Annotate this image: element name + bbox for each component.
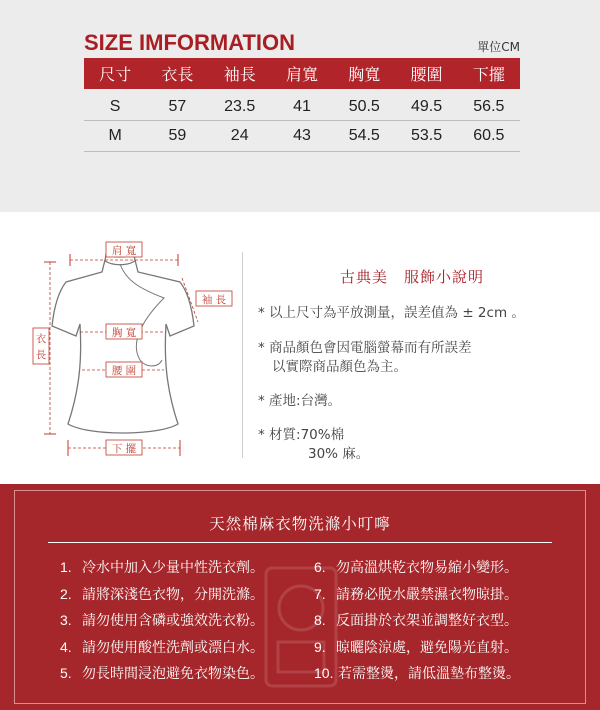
list-item-number: 5.	[60, 665, 72, 681]
list-item-number: 6.	[314, 559, 326, 575]
note-measurement	[258, 304, 525, 323]
note-text: * 材質:70%棉	[258, 427, 345, 443]
list-item-number: 10.	[314, 665, 334, 681]
table-cell: 59	[146, 120, 208, 151]
list-item	[314, 637, 520, 664]
table-row	[84, 89, 520, 120]
list-item-text: 若需整燙，請低溫墊布整燙。	[338, 666, 520, 682]
note-text-continued: 以實際商品顏色為主。	[272, 359, 407, 375]
waist-label: 腰 圍	[111, 365, 137, 377]
header-size: 尺寸	[84, 58, 146, 89]
washing-tips-right-list	[314, 557, 520, 690]
list-item	[314, 610, 520, 637]
hem-label: 下 擺	[111, 443, 137, 455]
length-label-bottom: 長	[35, 349, 47, 361]
note-text: * 產地:台灣。	[258, 393, 342, 409]
list-item	[314, 584, 520, 611]
header-chest: 胸寬	[333, 58, 395, 89]
table-cell: 50.5	[333, 89, 395, 120]
list-item-number: 2.	[60, 585, 72, 602]
note-text: * 以上尺寸為平放測量，誤差值為 ± 2cm 。	[258, 305, 525, 321]
table-cell: 41	[271, 89, 333, 120]
table-cell: 54.5	[333, 120, 395, 151]
size-table	[84, 58, 520, 152]
table-cell: 57	[146, 89, 208, 120]
table-cell: 23.5	[209, 89, 271, 120]
list-item	[60, 663, 264, 690]
list-item-text: 請務必脫水嚴禁濕衣物晾掛。	[336, 586, 518, 603]
list-item-number: 7.	[314, 585, 326, 602]
list-item	[60, 610, 264, 637]
washing-tips-section	[0, 484, 600, 710]
size-information-section	[0, 0, 600, 212]
vertical-divider	[242, 252, 243, 458]
header-sleeve: 袖長	[209, 58, 271, 89]
header-waist: 腰圍	[395, 58, 457, 89]
sleeve-label: 袖 長	[201, 294, 227, 306]
notes-title: 古典美 服飾小說明	[340, 268, 485, 286]
size-title: SIZE IMFORMATION	[84, 30, 296, 55]
list-item-number: 4.	[60, 638, 72, 655]
product-info-section	[0, 212, 600, 484]
note-origin	[258, 392, 341, 411]
table-cell: 60.5	[458, 120, 520, 151]
garment-measurement-diagram	[30, 228, 245, 468]
table-cell: 56.5	[458, 89, 520, 120]
table-row	[84, 120, 520, 151]
list-item-number: 1.	[60, 559, 72, 575]
table-cell: S	[84, 89, 146, 120]
washing-tips-left-list	[60, 557, 264, 690]
note-text-continued: 30% 麻。	[308, 446, 370, 462]
list-item-text: 勿長時間浸泡避免衣物染色。	[82, 666, 264, 682]
list-item-text: 反面掛於衣架並調整好衣型。	[336, 613, 518, 629]
note-material	[258, 426, 369, 464]
list-item-number: 8.	[314, 612, 326, 628]
note-text: * 商品顏色會因電腦螢幕而有所誤差	[258, 340, 472, 356]
note-color	[258, 339, 472, 377]
list-item-text: 請勿使用酸性洗劑或漂白水。	[82, 639, 264, 656]
list-item-text: 晾曬陰涼處，避免陽光直射。	[336, 639, 518, 656]
table-cell: 43	[271, 120, 333, 151]
list-item-text: 冷水中加入少量中性洗衣劑。	[82, 560, 264, 576]
length-label-top: 衣	[35, 333, 47, 345]
size-table-header	[84, 58, 520, 89]
washing-tips-title: 天然棉麻衣物洗滌小叮嚀	[209, 515, 391, 533]
header-shoulder: 肩寬	[271, 58, 333, 89]
list-item	[60, 637, 264, 664]
list-item-text: 勿高溫烘乾衣物易縮小變形。	[336, 560, 518, 576]
table-cell: 49.5	[395, 89, 457, 120]
list-item	[314, 557, 520, 584]
list-item-number: 9.	[314, 638, 326, 655]
header-length: 衣長	[146, 58, 208, 89]
washing-tips-separator	[48, 542, 552, 543]
list-item-text: 請勿使用含磷或強效洗衣粉。	[82, 613, 264, 629]
list-item	[60, 557, 264, 584]
list-item-text: 請將深淺色衣物，分開洗滌。	[82, 586, 264, 603]
shoulder-label: 肩 寬	[111, 245, 137, 257]
table-cell: 24	[209, 120, 271, 151]
list-item	[314, 663, 520, 690]
table-cell: M	[84, 120, 146, 151]
size-unit: 單位CM	[477, 40, 520, 54]
list-item-number: 3.	[60, 612, 72, 628]
list-item	[60, 584, 264, 611]
header-hem: 下擺	[458, 58, 520, 89]
chest-label: 胸 寬	[111, 327, 137, 339]
table-cell: 53.5	[395, 120, 457, 151]
garment-outline	[52, 260, 194, 433]
